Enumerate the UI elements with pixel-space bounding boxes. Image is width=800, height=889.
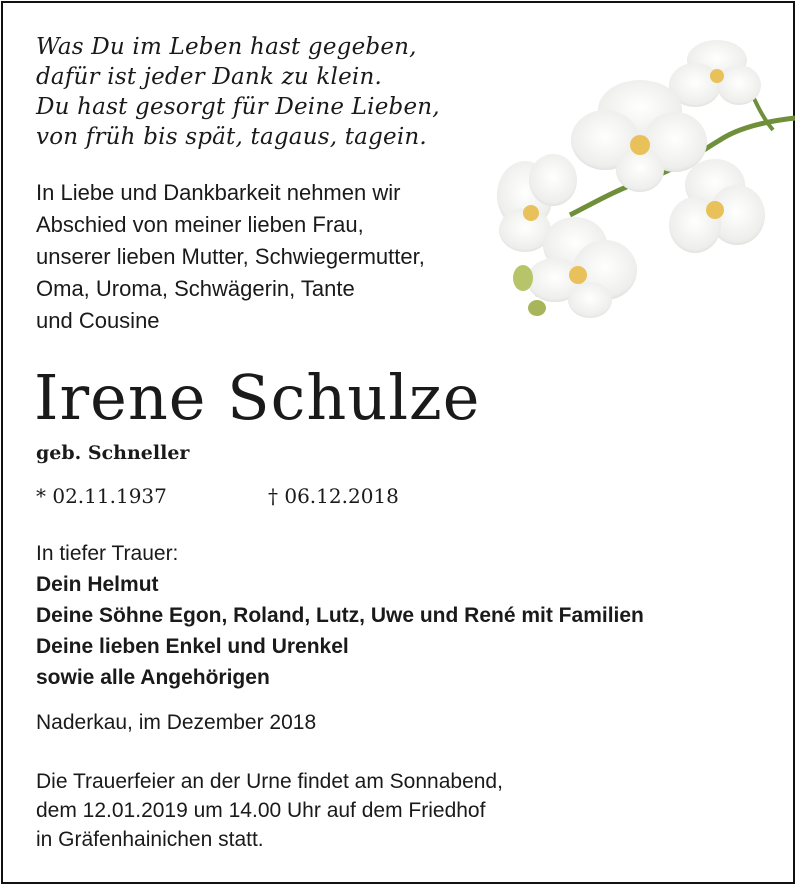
mourner-line: Deine Söhne Egon, Roland, Lutz, Uwe und René mit Familien — [36, 604, 644, 627]
mourner-line: Deine lieben Enkel und Urenkel — [36, 635, 349, 658]
intro-text — [36, 177, 425, 337]
mourner-line: sowie alle Angehörigen — [36, 666, 270, 689]
intro-line: unserer lieben Mutter, Schwiegermutter, — [36, 244, 425, 269]
funeral-line: Die Trauerfeier an der Urne findet am Sonnabend, — [36, 770, 503, 793]
funeral-line: dem 12.01.2019 um 14.00 Uhr auf dem Friedhof — [36, 799, 486, 822]
orchid-flower-right — [669, 159, 765, 253]
mourners-intro: In tiefer Trauer: — [36, 542, 179, 565]
maiden-name: geb. Schneller — [36, 442, 190, 464]
poem-line: Was Du im Leben hast gegeben, — [36, 34, 417, 60]
poem-line: von früh bis spät, tagaus, tagein. — [36, 124, 427, 150]
intro-line: Oma, Uroma, Schwägerin, Tante — [36, 276, 355, 301]
orchid-bud — [528, 300, 546, 316]
orchid-image — [495, 30, 795, 322]
poem-line: Du hast gesorgt für Deine Lieben, — [36, 94, 440, 120]
place-date: Naderkau, im Dezember 2018 — [36, 711, 317, 734]
mourner-line: Dein Helmut — [36, 573, 159, 596]
mourners — [36, 538, 644, 693]
funeral-line: in Gräfenhainichen statt. — [36, 828, 264, 851]
death-date: † 06.12.2018 — [268, 484, 399, 508]
orchid-flower-top — [669, 40, 761, 107]
life-dates — [36, 484, 399, 508]
funeral-info — [36, 767, 503, 854]
intro-line: und Cousine — [36, 308, 160, 333]
poem-line: dafür ist jeder Dank zu klein. — [36, 64, 383, 90]
orchid-bud — [513, 265, 533, 291]
intro-line: Abschied von meiner lieben Frau, — [36, 212, 364, 237]
intro-line: In Liebe und Dankbarkeit nehmen wir — [36, 180, 401, 205]
poem — [36, 32, 440, 152]
birth-date: * 02.11.1937 — [36, 484, 167, 508]
deceased-name: Irene Schulze — [34, 361, 481, 434]
